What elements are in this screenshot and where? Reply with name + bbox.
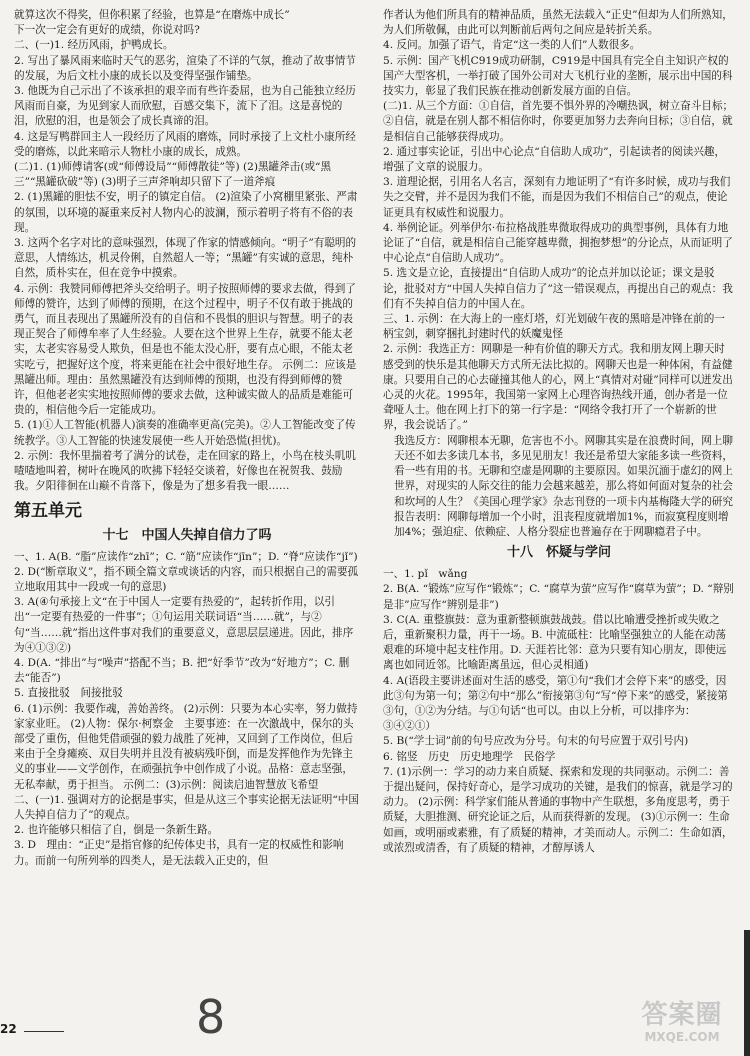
answer-item: 2. 通过事实论证，引出中心论点“自信助人成功”，引起读者的阅读兴趣，增强了文章的说服力。: [383, 145, 726, 174]
answer-item: 7. (1)示例一：学习的动力来自质疑、探索和发现的共同驱动。示例二：善于提出疑问，保持好奇心，是学习成功的关键，是我们的惊喜，就是学习的动力。 (2)示例：科学家们能从普通的事物中产生联想，多角度思考，勇于质疑，大胆推测、研究论证之后，从而获得新的发现。 (3)①示例一：生命如画，或明丽或素雅，有了质疑的精神，才美而动人。示例二：生命如酒，或浓烈或清香，有了质疑的精神，才醇厚诱人: [383, 765, 733, 854]
page-edge-shadow: [744, 930, 750, 1056]
answer-block-d: [383, 567, 735, 856]
left-top-lines: [14, 8, 360, 38]
watermark-url: MXQE.COM: [644, 1030, 720, 1044]
watermark-text: 答案圈: [641, 1000, 723, 1030]
answer-item: 5. 选文是立论，直接提出“自信助人成功”的论点并加以论证；课文是驳论，批驳对方“中国人失掉自信力了”这一错误观点，再提出自己的观点：我们有不失掉自信力的中国人在。: [383, 267, 733, 310]
answer-item: 2. 写出了暴风雨来临时天气的恶劣，渲染了不详的气氛，推动了故事情节的发展，为后文杜小康的成长以及变得坚强作铺垫。: [14, 54, 356, 82]
left-column: [14, 8, 360, 869]
answer-item: 5. 示例：国产飞机C919成功研制，C919是中国具有完全自主知识产权的国产大型客机，一举打破了国外公司对大飞机行业的垄断，展示出中国的科技实力，彰显了我们民族在推动创新发展方面的自信。: [383, 54, 733, 98]
answer-item: (二)1. 从三个方面：①自信，首先要不惧外界的冷嘲热讽，树立奋斗目标；②自信，就是在别人都不相信你时，你要更加努力去奔向目标；③自信，就是相信自己能够获得成功。: [383, 100, 734, 143]
answer-item: 5. 直接批驳 间接批驳: [14, 687, 123, 700]
answer-item: (二)1. (1)师傅请客(或“师傅设局”“师傅散徒”等) (2)黑罐斧击(或“黑三”“黑罐砍破”等) (3)明子三声斧响却只留下了一道斧痕: [14, 161, 332, 189]
answer-item: 3. 道理论据，引用名人名言，深刻有力地证明了“有许多时候，成功与我们失之交臂，并不是因为我们不能，而是因为我们不相信自己”的观点，使论证更具有权威性和说服力。: [383, 176, 731, 219]
answer-item: 4. 这是写鸭群回主人一段经历了风雨的磨炼，同时承接了上文杜小康所经受的磨炼，以此来暗示人物杜小康的成长，成熟。: [14, 130, 356, 158]
answer-item: 3. 他既为自己示出了不该承担的艰辛而有些许委屈，也为自己能独立经历风雨而自豪，为见到家人而欣慰，百感交集下，流下了泪。这是喜悦的泪，欣慰的泪，也是领会了成长真谛的泪。: [14, 85, 356, 128]
answer-item: 一、1. pǐ wǎng: [383, 568, 468, 581]
watermark-logo: [618, 1000, 746, 1052]
lesson-title: 十七 中国人失掉自信力了吗: [102, 527, 272, 543]
answer-item: 6. (1)示例：我要作魂，善始善终。 (2)示例：只要为本心实率，努力做持家家业旺。 (2)人物：保尔·柯察金 主要事迹：在一次激战中，保尔的头部受了重伤，但他凭借顽强的毅力战胜了死神，又回到了工作岗位，但后来由于全身瘫痪、双目失明并且没有被病残吓倒，而是发挥他作为先锋主义的事业——文学创作，在顽强抗争中创作成了小说。品格：意志坚强，无私奉献，勇于担当。 示例二：(3)示例：阅读启迪智慧放飞希望: [14, 702, 358, 791]
answer-item: 3. 这两个名字对比的意味强烈，体现了作家的情感倾向。“明子”有聪明的意思，人情练达，机灵伶俐，自然超人一等；“黑罐”有实诚的意思，纯朴自然，质朴实在，但在竞争中摸索。: [14, 237, 357, 280]
lesson-title: 十八 怀疑与学问: [506, 545, 611, 561]
answer-item: 3. D 理由：“正史”是指官修的纪传体史书，具有一定的权威性和影响力。而前一句所列举的四类人，是无法载入正史的，但: [14, 839, 344, 867]
answer-item: 3. C(A. 重整旗鼓：意为重新整顿旗鼓战鼓。借以比喻遭受挫折或失败之后，重新聚积力量，再干一场。B. 中流砥柱：比喻坚强独立的人能在动荡艰难的环境中起支柱作用。D. 天涯若比邻：意为只要有知心朋友，即使远离也如同近邻。比喻距离虽远，但心灵相通): [383, 613, 727, 672]
answer-item: 4. A(语段主要讲述面对生活的感受，第①句“我们才会停下来”的感受，因此③句为第一句；第②句中“那么”衔接第③句“写“停下来”的感受，紧接第③句，①②为分结。与①句话“也可以。由以上分析，可以排序为：③④②①）: [383, 674, 728, 733]
answer-block-a: [14, 38, 360, 494]
answer-item: 3. A(④句承接上文“在于中国人一定要有热爱的”，起转折作用，以引出“一定要有热爱的一件事”；①句运用关联词语“当……就”，与②句“当……就”指出这件事对我们的重要意义，意思层层递进。因此，排序为④①③②): [14, 596, 354, 654]
answer-item: 二、(一)1. 强调对方的论据是事实，但是从这三个事实论据无法证明“中国人失掉自信力了”的观点。: [14, 793, 359, 821]
answer-item: 4. 反问。加强了语气，肯定“这一类的人们”人数很多。: [383, 39, 641, 52]
answer-item: 2. 示例：我选正方：网聊是一种有价值的聊天方式。我和朋友网上聊天时感受到的快乐是其他聊天方式所无法比拟的。网聊天也是一种体闲，有益健康。只要用自己的心去碰撞其他人的心，网上“真情对对碰”同样可以迸发出心灵的火花。1995年，我国第一家网上心理咨询热线开通，创办者是一位聋哑人士。他在网上打下的第一行字是：“网络令我打开了一个崭新的世界，我会说话了。”: [383, 343, 733, 432]
answer-item: 2. B(A. “锻炼”应写作“锻炼”；C. “腐草为萤”应写作“腐草为萤”；D. “辩别是非”应写作“辨别是非”): [383, 583, 734, 611]
page-number-rule: [24, 1031, 64, 1032]
answer-item: 2. 也许能够只相信了自，倒是一条新生路。: [14, 824, 219, 837]
text-line: 下一次一定会有更好的成绩，你说对吗?: [14, 24, 200, 37]
answer-item: 4. 示例：我赞同师傅把斧头交给明子。明子按照师傅的要求去做，得到了师傅的赞许，达到了师傅的预期，在这个过程中，明子不仅有敢于挑战的勇气，而且表现出了黑罐所没有的自信和不畏惧的胆识与智慧。明子的表现正契合了师傅牟率了人生经验。人要在这个世界上生存，就要不能太老实，太老实容易受人欺负，但是也不能太没心肝，要有点心眼，不能太老实吃亏，把握好这个度，将来更能在社会中很好地生存。 示例二：应该是黑罐出师。理由：虽然黑罐没有达到师傅的预期，也没有得到师傅的赞许，但他老老实实地按照师傅的要求去做，这种诚实做人的品质是难能可贵的，相信他今后一定能成功。: [14, 282, 357, 417]
answer-item: 2. (1)黑罐的胆怯不安，明子的镇定自信。 (2)渲染了小窝棚里紧张、严肃的氛围，以环境的凝重来反衬人物内心的波澜，预示着明子将有不俗的表现。: [14, 191, 358, 234]
answer-item: 4. 举例论证。列举伊尔·布拉格战胜卑微取得成功的典型事例，具体有力地论证了“自信，就是相信自己能穿越卑微，拥抱梦想”的分论点，从而证明了中心论点“自信助人成功”。: [383, 221, 733, 265]
answer-item: 我选反方：网聊根本无聊，危害也不小。网聊其实是在浪费时间，网上聊天还不如去多读几本书，多见见朋友！我还是希望大家能多读一些资料，看一些有用的书。无聊和空虚是网聊的主要原因。如果沉湎于虚幻的网上世界，对现实的人际交往的能力会越来越差，那么将如何面对复杂的社会和坎坷的人生？《美国心理学家》杂志刊登的一项卡内基梅隆大学的研究报告表明：网聊每增加一个小时，沮丧程度就增加1%，而寂寞程度则增加4%；强迫症、依赖症、人格分裂症也普遍存在于网聊瘾君子中。: [394, 434, 733, 538]
page-number: 22: [0, 1022, 17, 1036]
answer-item: 2. 示例：我怀里揣着考了满分的试卷，走在回家的路上，小鸟在枝头叽叽喳喳地叫着，树叶在晚风的吹拂下轻轻交谈着，好像也在祝贺我、鼓励我。夕阳徘徊在山巅不肯落下，像是为了想多看我一眼……: [14, 449, 356, 493]
answer-item: 6. 铭竖 历史 历史地理学 民俗学: [383, 750, 556, 763]
text-line: 就算这次不得奖，但你积累了经验，也算是“在磨炼中成长”: [14, 9, 290, 21]
answer-item: 4. D(A. “排出”与“噪声”搭配不当；B. 把“好季节”改为“好地方”；C. 删去“能否”): [14, 656, 350, 685]
answer-item: 5. (1)①人工智能(机器人)演奏的准确率更高(完美)。②人工智能改变了传统教学。③人工智能的快速发展使一些人开始恐慌(担忧)。: [14, 419, 356, 447]
handwritten-mark: 8: [196, 990, 226, 1044]
answer-item: 二、(一)1. 经历风雨，护鸭成长。: [14, 39, 174, 52]
answer-block-b: [14, 550, 360, 869]
unit-title: 第五单元: [14, 500, 82, 521]
answer-item: 2. D(“断章取义”，指不顾全篇文章或谈话的内容，而只根据自己的需要孤立地取用其中一段或一句的意思): [14, 565, 359, 593]
answer-item: 5. B(“学士词”前的句号应改为分号。句末的句号应置于双引号内): [383, 735, 689, 748]
answer-item: 一、1. A(B. “脂”应读作“zhī”；C. “筋”应读作“jīn”；D. “脊”应读作“jǐ”): [14, 550, 358, 563]
answer-item: 作者认为他们所具有的精神品质，虽然无法载入“正史”但却为人们所熟知，为人们所敬佩，由此可以判断前后两句之间应是转折关系。: [383, 9, 733, 37]
answer-block-c: [383, 8, 735, 540]
answer-item: 三、1. 示例：在大海上的一座灯塔，灯光划破午夜的黑暗是冲锋在前的一柄宝剑，刺穿捆扎封建时代的妖魔鬼怪: [383, 313, 725, 341]
right-column: [383, 8, 735, 856]
